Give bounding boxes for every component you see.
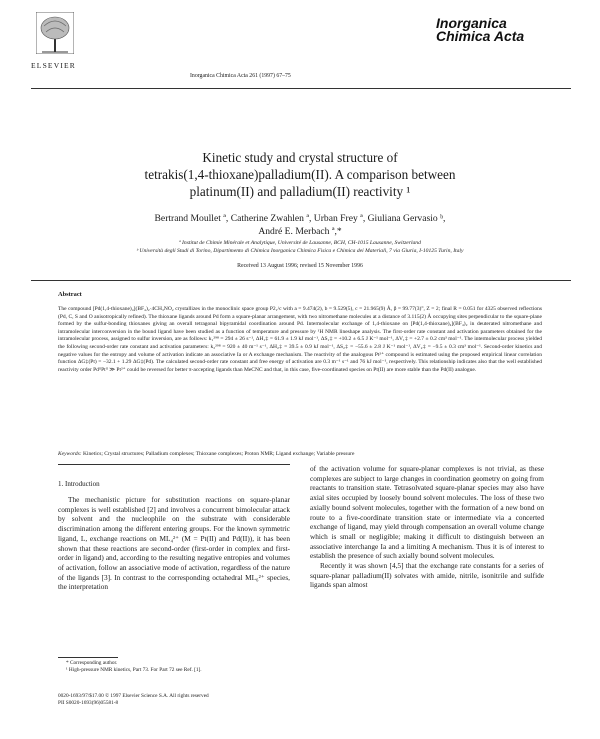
journal-logo-line1: Inorganica xyxy=(436,15,507,31)
journal-logo-line2: Chimica Acta xyxy=(436,28,525,44)
title-line: platinum(II) and palladium(II) reactivity ¹ xyxy=(189,184,411,199)
abstract-heading: Abstract xyxy=(58,291,82,298)
publication-codes xyxy=(58,693,290,707)
body-column-right xyxy=(310,464,544,590)
body-column-left xyxy=(58,495,290,592)
journal-reference: Inorganica Chimica Acta 261 (1997) 67–75 xyxy=(190,73,291,79)
keywords-label: Keywords: xyxy=(58,451,82,457)
paragraph: Recently it was shown [4,5] that the exchange rate constants for a series of square-planar palladium(II) solvates with amide, nitrile, isonitrile and sulfide ligands span almost xyxy=(310,561,544,590)
title-line: Kinetic study and crystal structure of xyxy=(202,150,398,165)
abstract-text: The compound [Pd(1,4-thioxane)₄](BF₄)₂·4CH₃NO₂ crystallizes in the monoclinic space group P2₁/c with a = 9.474(2), b = 9.529(5), c = 21.965(9) Å, β = 99.77(3)°, Z = 2; final R = 0.051 for 4325 observed reflections (Pd, C, S and O anisotropically refined). The thioxane ligands around Pd form a square-planar arrangement, with two nitromethane molecules at a distance of 3.115(2) Å occupying sites perpendicular to the square-plane formed by the sulfur-bonding thioxanes giving an overall tetragonal bipyramidal coordination around Pd. Intermolecular exchange of 1,4-thioxane on [Pd(1,4-thioxane)₄](BF₄)₂ in deuterated nitromethane and intramolecular interconversion in the bound ligand have been studied as a function of temperature and pressure by ¹H NMR lineshape analysis. The first-order rate constant and activation parameters obtained for the intramolecular process, assigned to sulfur inversion, are as follows: k₁²⁹⁸ = 294 ± 26 s⁻¹, ΔH₁‡ = 61.9 ± 1.9 kJ mol⁻¹, ΔS₁‡ = +10.2 ± 6.5 J K⁻¹ mol⁻¹, ΔV₁‡ = +2.7 ± 0.2 cm³ mol⁻¹. The intermolecular process yielded the following second-order rate constant and activation parameters: k₂²⁹⁸ = 920 ± 40 m⁻¹ s⁻¹, ΔH₂‡ = 39.5 ± 0.9 kJ mol⁻¹, ΔS₂‡ = −55.6 ± 2.8 J K⁻¹ mol⁻¹, ΔV₂‡ = −9.5 ± 0.3 cm³ mol⁻¹. Second-order kinetics and negative values for the entropy and volume of activation indicate an associative Ia or A exchange mechanism. The reactivity of the analogous Pt²⁺ compound is estimated using the proposed empirical linear correlation function ΔG‡(Pt) = −32.1 + 1.29 ΔG‡(Pd). The calculated second-order rate constant and free energy of activation are 0.3 m⁻¹ s⁻¹ and 76 kJ mol⁻¹, respectively. This relationship indicates also that the well established reactivity order PdᴵᴵPtᴵᴵ ≫ Pt²⁺ could be reversed for better π-accepting ligands than MeCNC and that, in this case, five-coordinated species on Pt(II) are more stable than the Pd(II) analogue. xyxy=(58,306,542,373)
authors-line: André E. Merbach ª,* xyxy=(258,226,342,237)
authors-line: Bertrand Moullet ª, Catherine Zwahlen ª, Urban Frey ª, Giuliana Gervasio ᵇ, xyxy=(154,213,446,224)
paragraph: of the activation volume for square-planar complexes is not trivial, as these complexes are subject to large changes in coordination geometry on going from reactants to transition state. Tetrasolvated square-planar species may also have axial sites occupied by loosely bound solvent molecules. The loss of these two axially bound solvent molecules, together with the formation of a new bond on route to a five-coordinate transition state or intermediate via a concerted exchange of ligand, may yield through compensation an overall volume change which is small or negligible; making it difficult to distinguish between an associative interchange Ia and a limiting A mechanism. Thus it is of interest to establish the presence of such axially bound solvent molecules. xyxy=(310,464,544,561)
footnote-1: ¹ High-pressure NMR kinetics, Part 73. For Part 72 see Ref. [1]. xyxy=(66,667,202,673)
section-heading: 1. Introduction xyxy=(58,480,100,488)
received-dates: Received 13 August 1996; revised 15 November 1996 xyxy=(237,263,363,269)
elsevier-tree-icon xyxy=(36,12,74,54)
abstract-top-divider xyxy=(31,280,571,281)
copyright-line: 0020-1693/97/$17.00 © 1997 Elsevier Science S.A. All rights reserved xyxy=(58,693,209,699)
keywords-divider xyxy=(58,464,290,465)
footnote-corresponding: * Corresponding author. xyxy=(66,660,118,666)
affiliation-a: ª Institut de Chimie Minérale et Analytique, Université de Lausanne, BCH, CH-1015 Lausanne, Switzerland xyxy=(179,240,421,246)
footnote-divider xyxy=(58,657,118,658)
paragraph: The mechanistic picture for substitution reactions on square-planar complexes is well established [2] and involves a concurrent bimolecular attack by solvent and the nucleophile on the substrate with considerable discrimination among the different entering groups. For the known symmetric ligand, L, exchange reactions on ML₄²⁺ (M = Pt(II) and Pd(II)), it has been shown that these reactions are second-order (first-order in complex and first-order in ligand) and, according to the resulting negative entropies and volumes of activation, follow an associative mode of activation, regardless of the nature of the ligands [3]. In contrast to the corresponding octahedral ML₆²⁺ species, the interpretation xyxy=(58,495,290,592)
footnotes xyxy=(58,660,290,674)
article-title xyxy=(60,149,540,200)
pii-line: PII S0020-1693(96)05581-8 xyxy=(58,700,119,706)
journal-logo xyxy=(436,17,562,43)
affiliation-b: ᵇ Università degli Studi di Torino, Dipartimento di Chimica Inorganica Chimica Fisica e Chimica dei Materiali, 7 via Giuria, I-10125 Turin, Italy xyxy=(136,248,464,254)
affiliations xyxy=(60,239,540,255)
author-list xyxy=(60,212,540,238)
header-divider xyxy=(31,88,571,89)
publisher-name: ELSEVIER xyxy=(31,61,77,70)
title-line: tetrakis(1,4-thioxane)palladium(II). A comparison between xyxy=(144,167,456,182)
keywords xyxy=(58,451,542,457)
keywords-list: Kinetics; Crystal structures; Palladium complexes; Thioxane complexes; Proton NMR; Ligand exchange; Variable pressure xyxy=(83,451,355,457)
